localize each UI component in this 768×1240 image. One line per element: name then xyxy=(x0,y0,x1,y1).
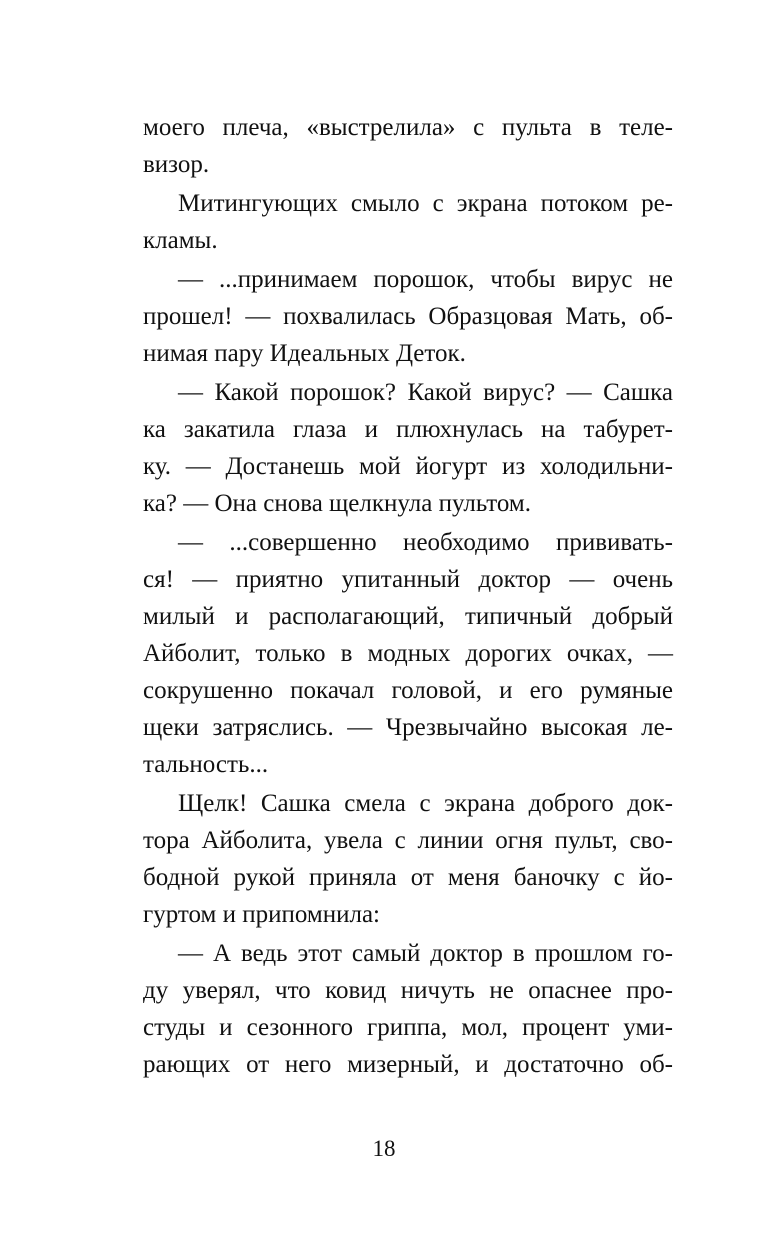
text-line: кламы. xyxy=(143,227,218,254)
text-line: — А ведь этот самый доктор в прошлом го- xyxy=(178,940,673,967)
text-line: сокрушенно покачал головой, и его румяные xyxy=(143,677,673,704)
page-number: 18 xyxy=(372,1136,396,1161)
text-line: прошел! — похвалилась Образцовая Мать, об- xyxy=(143,303,673,330)
text-line: визор. xyxy=(143,151,210,178)
text-line: — ...принимаем порошок, чтобы вирус не xyxy=(178,266,673,293)
text-line: студы и сезонного гриппа, мол, процент уми- xyxy=(143,1014,673,1041)
text-line: Щелк! Сашка смела с экрана доброго док- xyxy=(178,790,673,817)
text-line: ся! — приятно упитанный доктор — очень xyxy=(143,566,673,593)
text-line: тора Айболита, увела с линии огня пульт, сво- xyxy=(143,827,673,854)
text-line: — ...совершенно необходимо прививать- xyxy=(178,529,673,556)
text-line: бодной рукой приняла от меня баночку с йо- xyxy=(143,864,673,891)
text-line: милый и располагающий, типичный добрый xyxy=(143,603,673,630)
text-line: Митингующих смыло с экрана потоком ре- xyxy=(178,190,673,217)
text-line: ка закатила глаза и плюхнулась на табурет- xyxy=(143,416,673,443)
text-line: нимая пару Идеальных Деток. xyxy=(143,340,466,367)
text-line: ка? — Она снова щелкнула пультом. xyxy=(143,490,532,517)
text-line: моего плеча, «выстрелила» с пульта в теле- xyxy=(143,114,673,141)
text-line: гуртом и припомнила: xyxy=(143,901,380,928)
text-line: щеки затряслись. — Чрезвычайно высокая ле- xyxy=(143,714,673,741)
text-line: рающих от него мизерный, и достаточно об- xyxy=(143,1051,673,1078)
text-line: тальность... xyxy=(143,751,269,778)
text-line: Айболит, только в модных дорогих очках, — xyxy=(143,640,673,667)
text-line: ку. — Достанешь мой йогурт из холодильни- xyxy=(143,453,673,480)
text-line: ду уверял, что ковид ничуть не опаснее про- xyxy=(143,977,673,1004)
text-line: — Какой порошок? Какой вирус? — Сашка xyxy=(178,379,673,406)
